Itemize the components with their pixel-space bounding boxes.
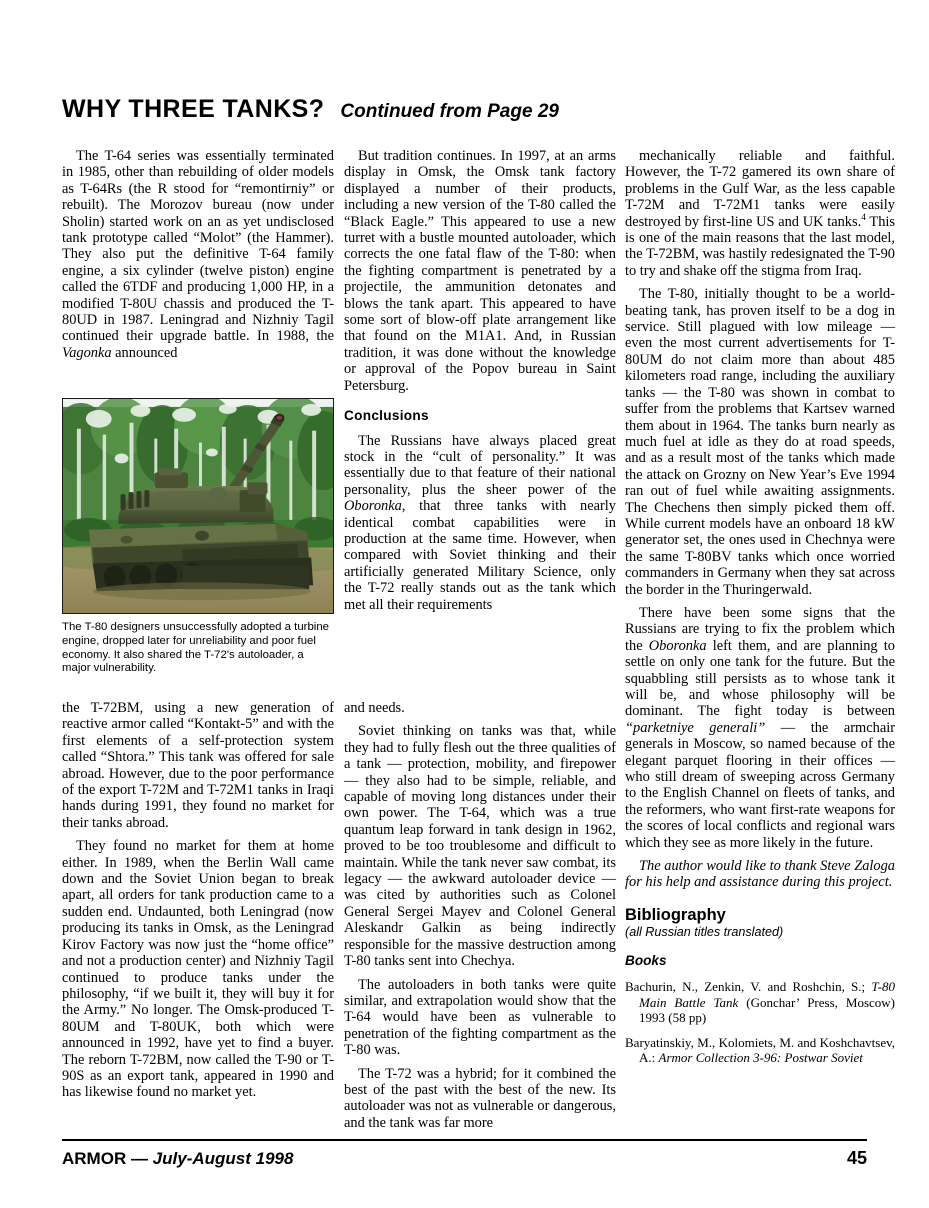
left-column-upper — [62, 148, 334, 361]
acknowledgement-paragraph: The author would like to thank Steve Zaloga for his help and assistance during this project. — [625, 858, 895, 891]
bibliography-entry — [625, 979, 895, 1026]
continued-from-label: Continued from Page 29 — [340, 101, 559, 122]
bibliography-books-label: Books — [625, 952, 667, 968]
footer-publication-name: ARMOR — [62, 1149, 127, 1168]
page-footer — [62, 1148, 867, 1169]
middle-column-lower — [344, 700, 616, 1131]
paragraph: Soviet thinking on tanks was that, while they had to fully flesh out the three qualities of a tank — protection, mobility, and firepower — they also had to be simple, reliable, and capable of moving long distances under their own power. The T-64, which was a true quantum leap forward in tank design in 1962, proved to be too troublesome and difficult to maintain. While the tank never saw combat, its legacy — the awkward autoloader device — was cited by authorities such as Colonel General Sergei Mayev and Colonel General Aleskandr Galkin as being indirectly responsible for the massive destruction among T-80 tanks sent into Chechya. — [344, 723, 616, 970]
paragraph: The T-64 series was essentially terminated in 1985, other than rebuilding of older models as T-64Rs (the R stood for “remontirniy” or rebuilt). The Morozov bureau (now under Sholin) started work on an as yet undisclosed tank prototype called “Molot” (the Hammer). They also put the definitive T-64 family engine, a six cylinder (twelve piston) engine called the 6TDF and producing 1,000 HP, in a modified T-80U chassis and produced the T-80UD in 1987. Leningrad and Nizhniy Tagil continued their upgrade battle. In 1988, the Vagonka announced — [62, 148, 334, 361]
section-heading-conclusions: Conclusions — [344, 408, 429, 424]
bibliography-entry-authors: Baryatinskiy, M., Kolomiets, M. and Koshchavtsev, A.: — [625, 1034, 895, 1066]
bibliography-entry — [625, 1035, 895, 1066]
bibliography-entry-title: Armor Collection 3-96: Postwar Soviet — [658, 1050, 863, 1066]
footer-publication-line — [62, 1149, 293, 1169]
bibliography-heading: Bibliography — [625, 905, 726, 924]
paragraph: The T-72 was a hybrid; for it combined the best of the past with the best of the new. Its autoloader was not as vulnerable or dangerous, and the tank was far more — [344, 1065, 616, 1131]
paragraph: They found no market for them at home either. In 1989, when the Berlin Wall came down and the Soviet Union began to break apart, all orders for tank production came to a sudden end. Undaunted, both Leningrad (now producing its tanks in Omsk, as the Leningrad Kirov Factory was now just the “home office” and not a production center) and Nizhniy Tagil continued to produce tanks under the philosophy, “if we built it, they will buy it for the Army.” No longer. The Omsk-produced T-80UM and T-80UK, both which were announced in 1992, have yet to find a buyer. The reborn T-72BM, now called the T-90 or T-90S as an export tank, appeared in 1990 and has likewise found no market yet. — [62, 838, 334, 1101]
bibliography-subheading: (all Russian titles translated) — [625, 925, 784, 940]
bibliography-entry-title: T-80 Main Battle Tank — [639, 979, 895, 1010]
paragraph: There have been some signs that the Russians are trying to fix the problem which the Oboronka left them, and are planning to settle on only one tank for the future. But the squabbling still persists as to whose tank it will be, and whose philosophy will be dominant. The fight today is between “parketniye generali” — the armchair generals in Moscow, so named because of the elegant parquet flooring in their offices — who still dream of sweeping across Germany to the English Channel on fleets of tanks, and the reformers, who want first-rate weapons for the scores of local conflicts and regional wars which they see as more likely in the future. — [625, 604, 895, 851]
right-column — [625, 148, 895, 1075]
tank-photo-figure — [62, 398, 334, 676]
article-header — [62, 95, 867, 124]
bibliography-entry-authors: Bachurin, N., Zenkin, V. and Roshchin, S.; — [625, 979, 872, 995]
paragraph: The autoloaders in both tanks were quite similar, and extrapolation would show that the T-64 would have been as vulnerable to penetration of the fighting compartment as the T-80 was. — [344, 976, 616, 1059]
tank-photo-illustration — [63, 399, 333, 613]
paragraph: But tradition continues. In 1997, at an arms display in Omsk, the Omsk tank factory displayed a number of their products, including a new version of the T-80 called the “Black Eagle.” This appeared to use a new turret with a bustle mounted autoloader, which corrects the one fatal flaw of the T-80: when the fighting compartment is penetrated by a projectile, the ammunition detonates and blows the tank apart. This appeared to have some sort of blow-off plate arrangement like that found on the M1A1. And, in Russian tradition, it was done without the knowledge or approval of the Popov bureau in Saint Petersburg. — [344, 148, 616, 394]
paragraph: and needs. — [344, 700, 405, 716]
paragraph: The Russians have always placed great stock in the “cult of personality.” It was essentially due to that feature of their national personality, plus the sheer power of the Oboronka, that three tanks with nearly identical combat capabilities were in production at the same time. However, when compared with Soviet thinking and their artificially generated Military Science, only the T-72 really stands out as the tank which met all their requirements — [344, 432, 616, 613]
footer-page-number: 45 — [846, 1148, 867, 1168]
footer-dash: — — [126, 1149, 153, 1168]
footer-issue-date: July-August 1998 — [152, 1149, 294, 1168]
paragraph: mechanically reliable and faithful. However, the T-72 gamered its own share of problems in the Gulf War, as the less capable T-72M and T-72M1 tanks were easily destroyed by first-line US and UK tanks.$^4$ This is one of the main reasons that the last model, the T-72BM, was hastily redesignated the T-90 to try and shake off the stigma from Iraq. — [625, 148, 895, 279]
photo-caption: The T-80 designers unsuccessfully adopted a turbine engine, dropped later for unreliability and poor fuel economy. It also shared the T-72's autoloader, a major vulnerability. — [62, 621, 330, 675]
paragraph: The T-80, initially thought to be a world-beating tank, has proven itself to be a dog in service. Still plagued with low mileage — even the most current advertisements for T-80UM do not claim more than about 485 kilometers road range, including the auxiliary tanks — the T-80 was shown in combat to suffer from the problems that Kartsev warned them about in 1964. The tanks burn nearly as much fuel at idle as they do at road speeds, and as a result most of the tanks which made the attack on Grozny on New Year’s Eve 1994 ran out of fuel while awaiting assignments. The Chechens then simply picked them off. While current models have an onboard 18 kW generator set, the ones used in Chechnya were the same T-80BV tanks which once worried commanders in Germany when they sat across the border in the Thuringerwald. — [625, 286, 895, 598]
middle-column-upper — [344, 148, 616, 613]
footer-divider — [62, 1139, 867, 1141]
page-title: WHY THREE TANKS? — [62, 95, 325, 123]
bibliography-entry-rest: (Gonchar’ Press, Moscow) 1993 (58 pp) — [639, 994, 895, 1026]
paragraph: the T-72BM, using a new generation of reactive armor called “Kontakt-5” and with the first elements of a self-protection system called “Shtora.” This tank was offered for sale abroad. However, due to the poor performance of the export T-72M and T-72M1 tanks in Iraqi hands during 1991, they found no market for their tanks abroad. — [62, 700, 334, 831]
tank-photo — [62, 398, 334, 614]
left-column-lower — [62, 700, 334, 1101]
